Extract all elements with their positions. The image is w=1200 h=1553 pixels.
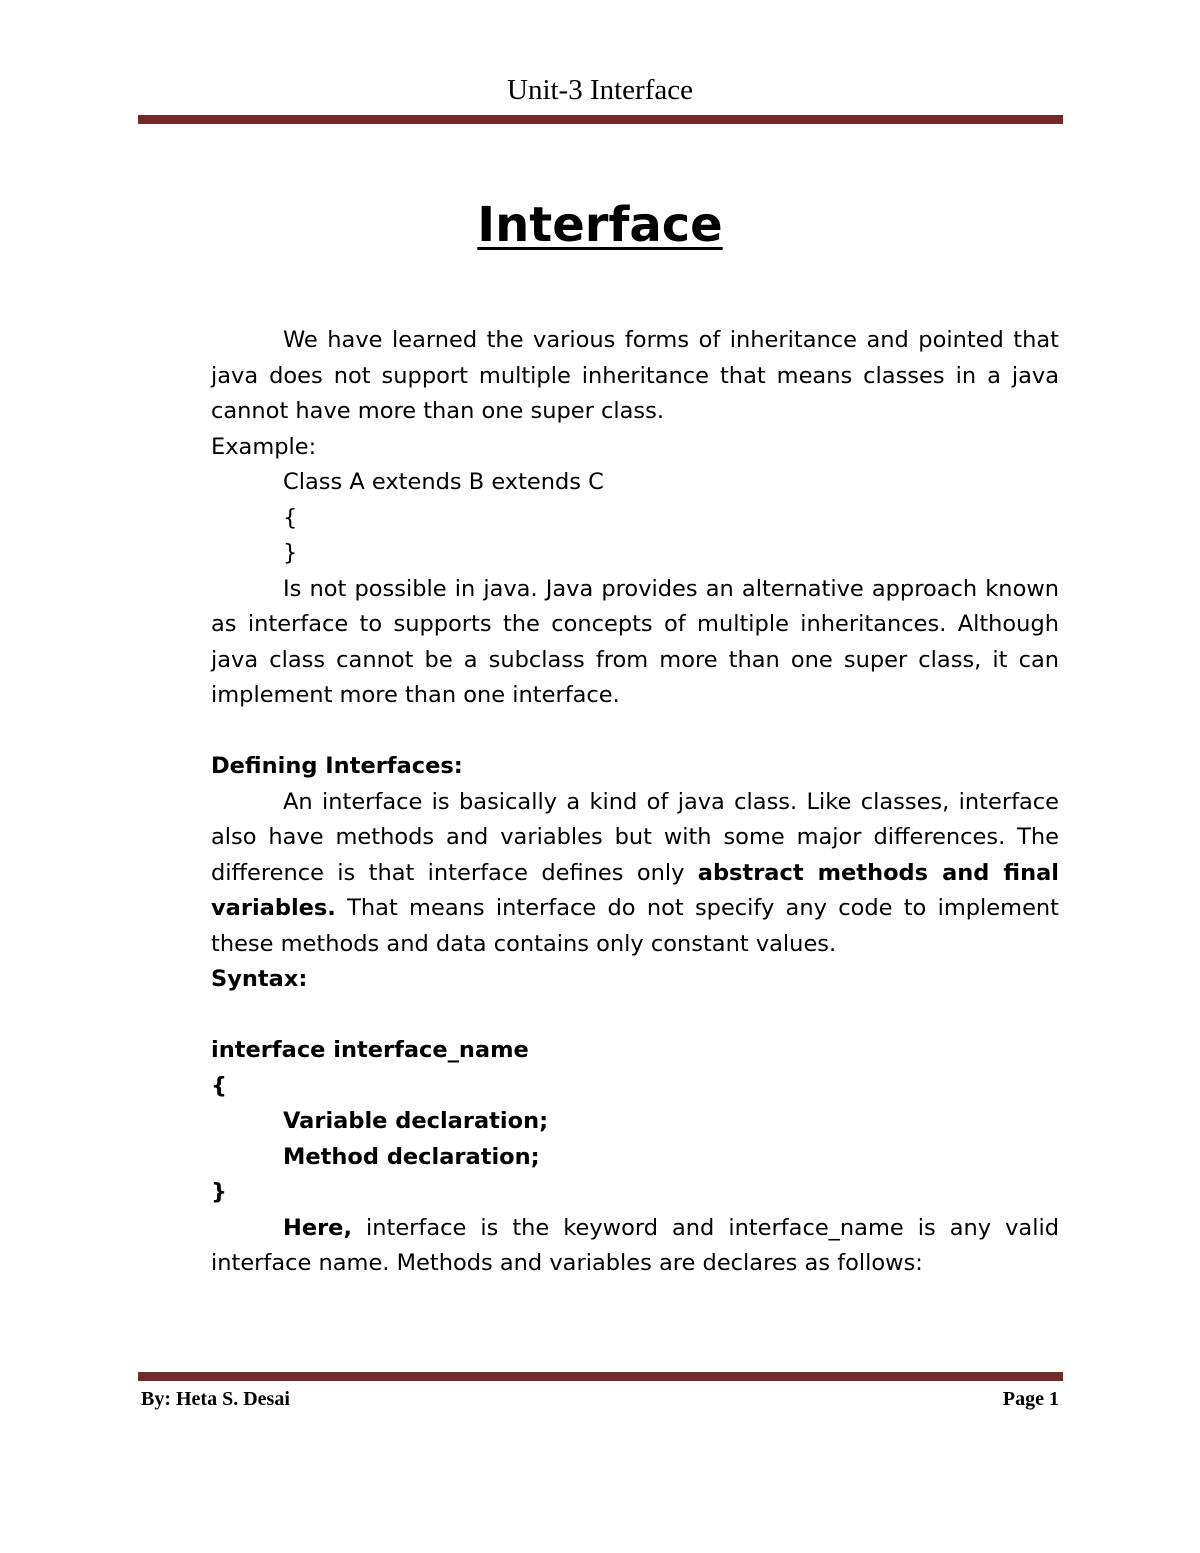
example-label: Example:: [211, 433, 317, 460]
blank-line: [211, 714, 1059, 750]
syntax-variable-declaration: Variable declaration;: [283, 1108, 549, 1134]
example-code-line: }: [283, 540, 298, 566]
example-code-line: {: [283, 504, 298, 531]
example-note-paragraph: Is not possible in java. Java provides an alternative approach known as interface to supports the concepts of multiple inheritances. Although java class cannot be a subclass from more than one super class, it can implement more than one interface.: [211, 575, 1059, 708]
here-bold-word: Here,: [283, 1214, 352, 1241]
syntax-method-declaration: Method declaration;: [283, 1143, 540, 1170]
header-rule: [138, 115, 1063, 124]
syntax-heading: Syntax:: [211, 966, 308, 992]
footer-author: By: Heta S. Desai: [141, 1388, 290, 1410]
syntax-open-brace: {: [211, 1072, 228, 1099]
defining-text-part-1: An interface is basically a kind of java class. Like classes, interface also have methods and variables but with some major differences. The difference is that interface defines only: [211, 788, 1059, 886]
example-code-line: Class A extends B extends C: [283, 469, 604, 495]
defining-interfaces-paragraph: [211, 785, 1059, 963]
here-paragraph: [211, 1211, 1059, 1282]
intro-paragraph: We have learned the various forms of inheritance and pointed that java does not support multiple inheritance that means classes in a java cannot have more than one super class.: [211, 327, 1059, 424]
here-text: interface is the keyword and interface_name is any valid interface name. Methods and variables are declares as follows:: [211, 1214, 1059, 1276]
defining-bold-phrase: abstract methods and final variables.: [211, 859, 1059, 921]
document-title: Interface: [477, 197, 723, 253]
running-header: Unit-3 Interface: [507, 74, 693, 106]
footer-page-number: Page 1: [1002, 1388, 1059, 1410]
syntax-close-brace: }: [211, 1179, 228, 1205]
document-body: [211, 323, 1059, 1282]
defining-interfaces-heading: Defining Interfaces:: [211, 753, 463, 779]
blank-line: [211, 998, 1059, 1034]
footer-rule: [138, 1372, 1063, 1381]
defining-text-part-2: That means interface do not specify any code to implement these methods and data contains only constant values.: [211, 895, 1059, 957]
syntax-code-line: interface interface_name: [211, 1037, 529, 1063]
